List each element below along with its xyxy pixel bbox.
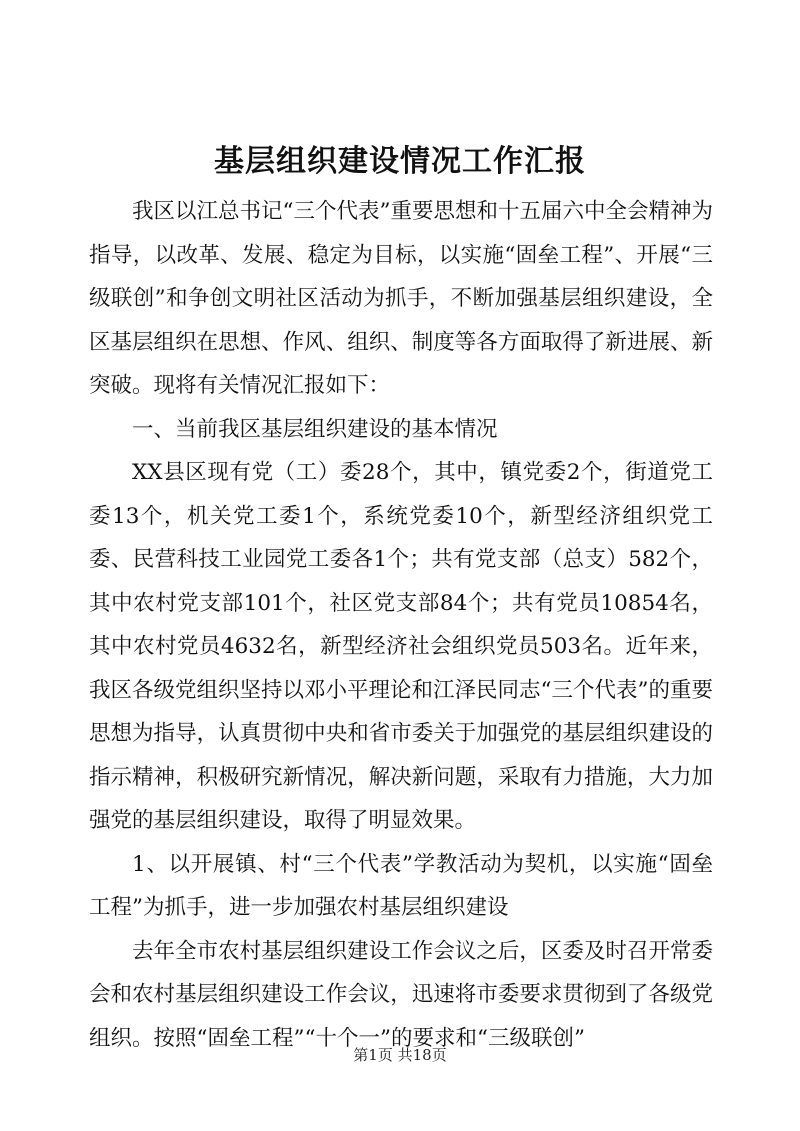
paragraph-statistics: XX县区现有党（工）委28个，其中，镇党委2个，街道党工委13个，机关党工委1个，系统党委10个，新型经济组织党工委、民营科技工业园党工委各1个；共有党支部（总支）582个，其中农村党支部101个，社区党支部84个；共有党员10854名，其中农村党员4632名，新型经济社会组织党员503名。近年来，我区各级党组织坚持以邓小平理论和江泽民同志“三个代表”的重要思想为指导，认真贯彻中央和省市委关于加强党的基层组织建设的指示精神，积极研究新情况，解决新问题，采取有力措施，大力加强党的基层组织建设，取得了明显效果。: [89, 460, 713, 833]
page-footer: [0, 1045, 800, 1065]
page-number-label: 第1页 共18页: [353, 1046, 447, 1064]
document-body: [89, 190, 713, 1060]
subsection-heading-1: 1、以开展镇、村“三个代表”学教活动为契机，以实施“固垒工程”为抓手，进一步加强农村基层组织建设: [89, 851, 713, 920]
paragraph-intro: 我区以江总书记“三个代表”重要思想和十五届六中全会精神为指导，以改革、发展、稳定为目标，以实施“固垒工程”、开展“三级联创”和争创文明社区活动为抓手，不断加强基层组织建设，全区基层组织在思想、作风、组织、制度等各方面取得了新进展、新突破。现将有关情况汇报如下：: [89, 199, 713, 398]
section-heading-1: 一、当前我区基层组织建设的基本情况: [132, 416, 498, 442]
paragraph-meeting: 去年全市农村基层组织建设工作会议之后，区委及时召开常委会和农村基层组织建设工作会议，迅速将市委要求贯彻到了各级党组织。按照“固垒工程”“十个一”的要求和“三级联创”: [89, 938, 713, 1051]
document-title: 基层组织建设情况工作汇报: [214, 144, 586, 179]
